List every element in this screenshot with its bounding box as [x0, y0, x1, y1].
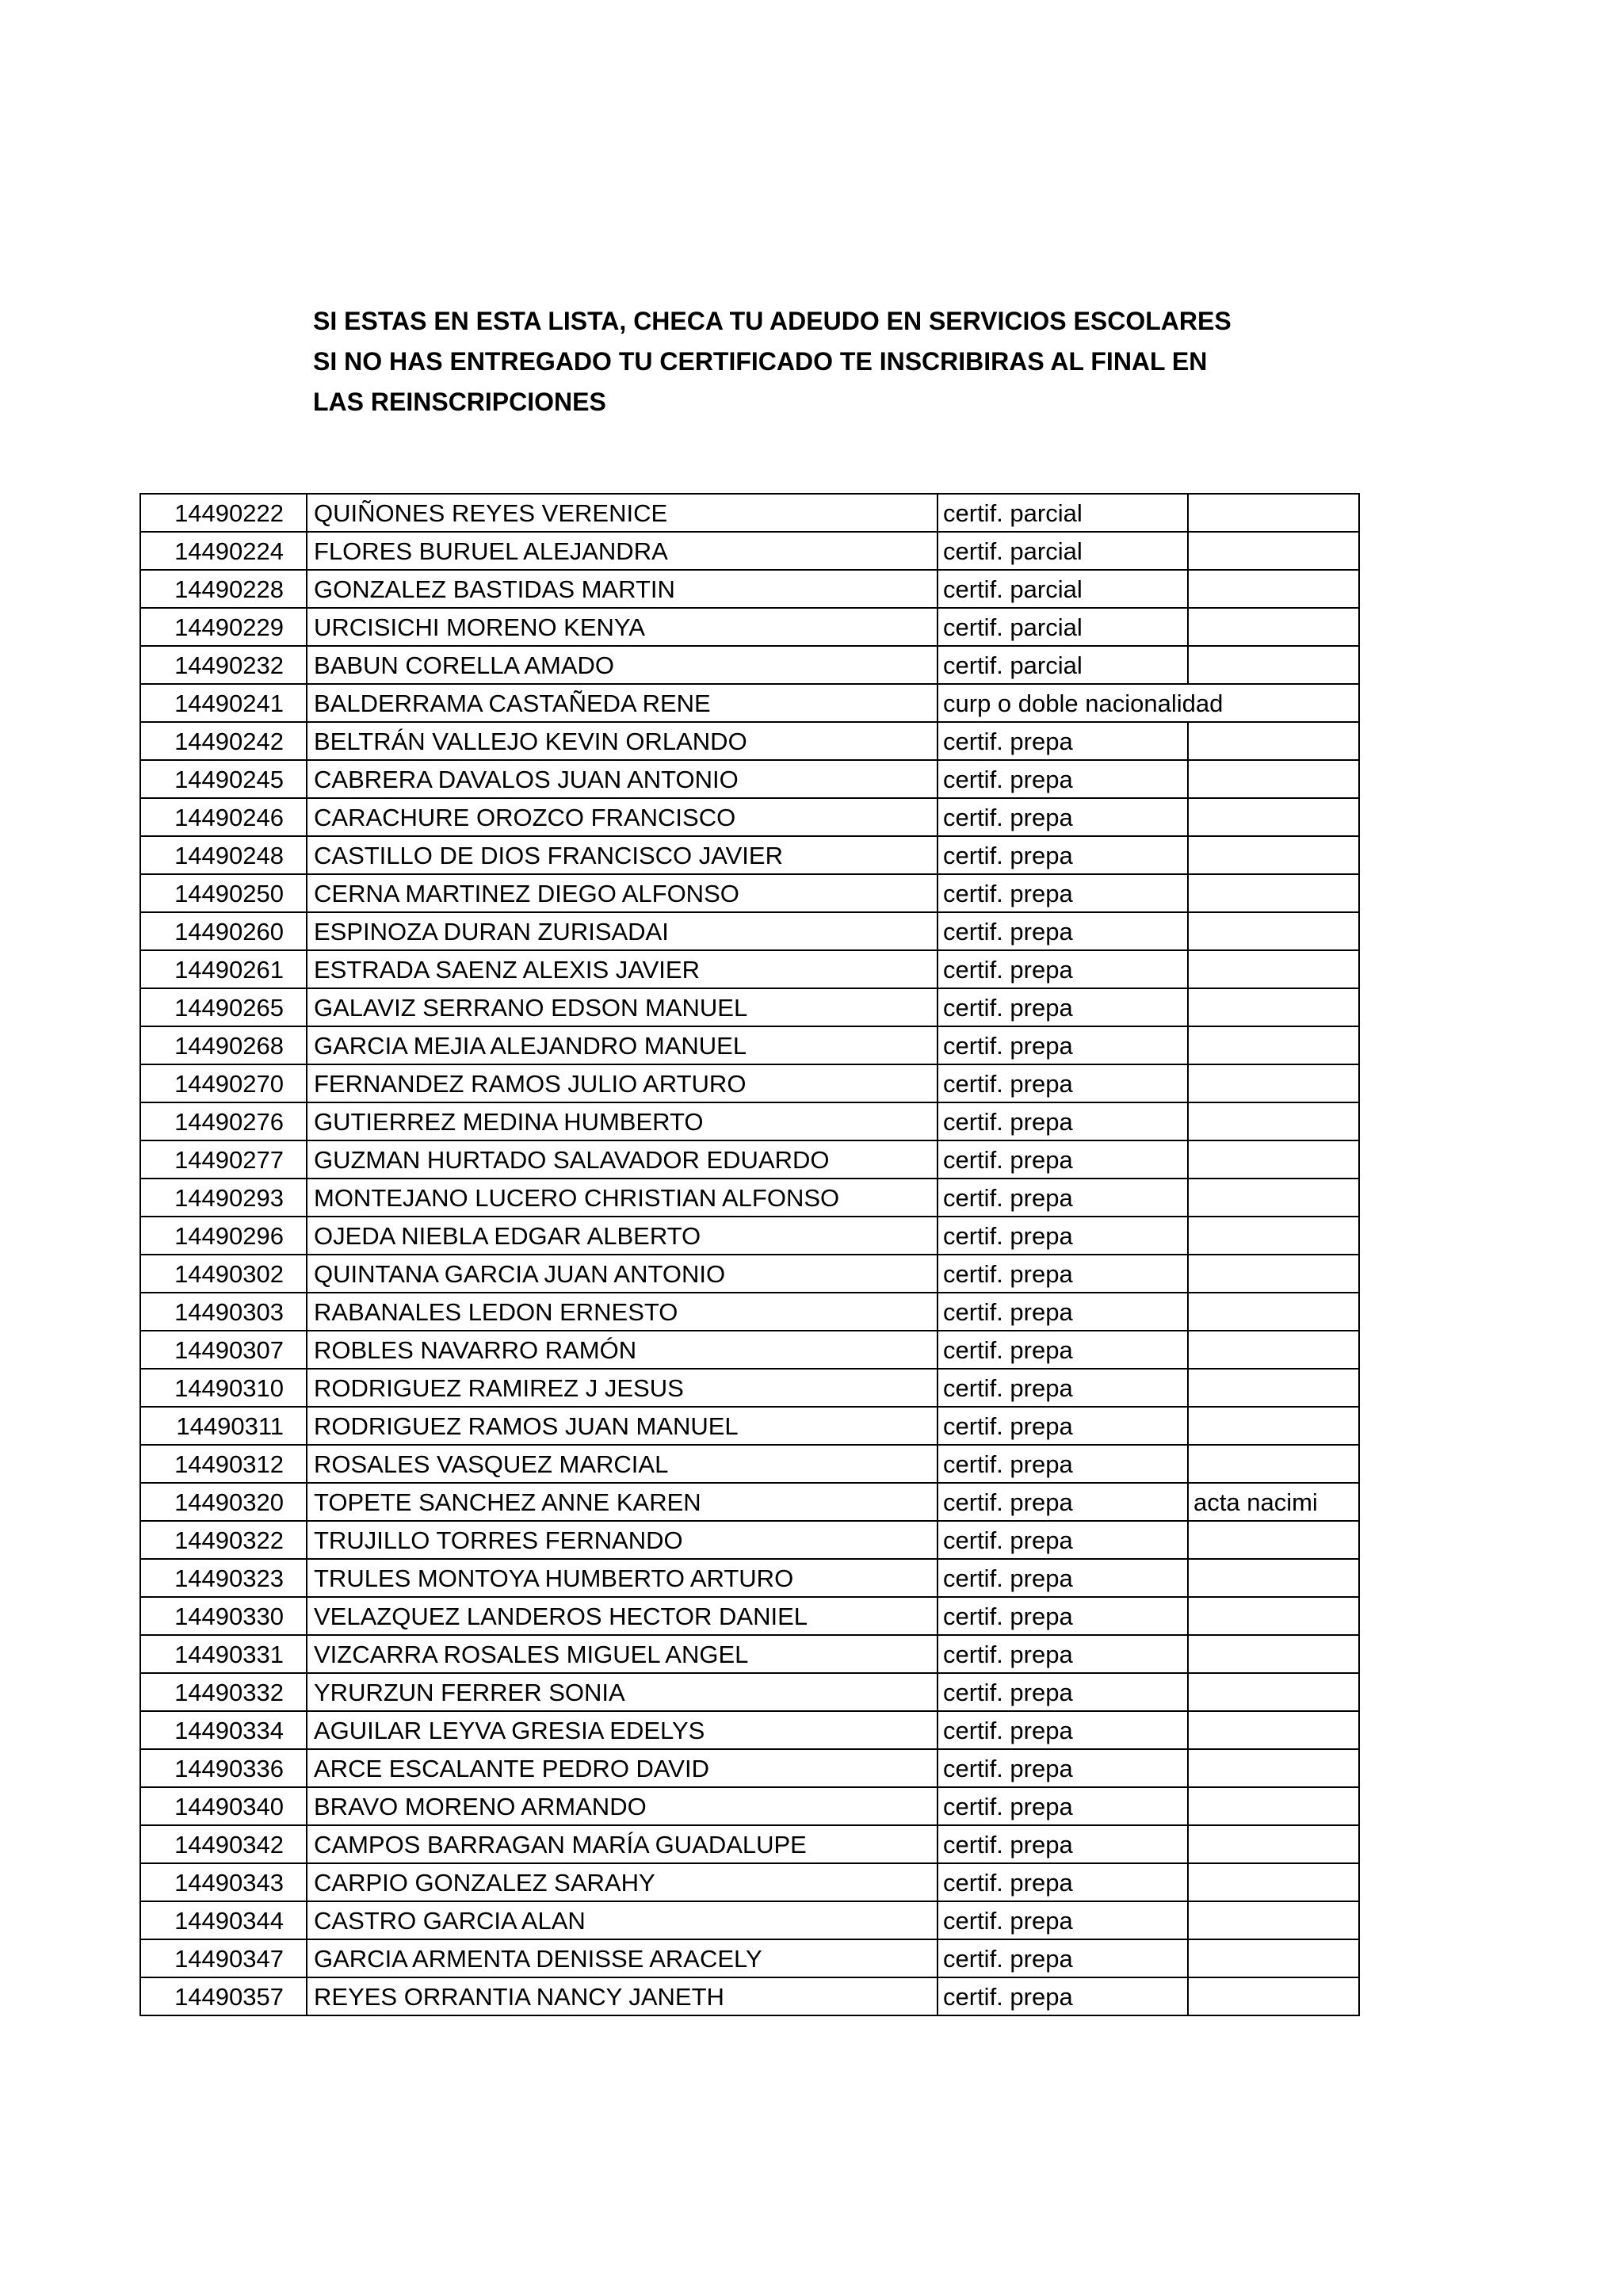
pending-document-cell: curp o doble nacionalidad	[938, 684, 1359, 722]
pending-document-cell: certif. prepa	[938, 1977, 1188, 2015]
pending-document-cell: certif. prepa	[938, 760, 1188, 798]
pending-document-cell: certif. prepa	[938, 1635, 1188, 1673]
table-row	[140, 950, 1359, 988]
additional-document-cell	[1188, 1217, 1359, 1255]
student-name-cell: RABANALES LEDON ERNESTO	[307, 1293, 938, 1331]
pending-document-cell: certif. prepa	[938, 1939, 1188, 1977]
table-row	[140, 1863, 1359, 1901]
table-row	[140, 988, 1359, 1026]
table-row	[140, 760, 1359, 798]
student-name-cell: YRURZUN FERRER SONIA	[307, 1673, 938, 1711]
additional-document-cell	[1188, 1901, 1359, 1939]
pending-document-cell: certif. prepa	[938, 1749, 1188, 1787]
additional-document-cell: acta nacimi	[1188, 1483, 1359, 1521]
table-row	[140, 646, 1359, 684]
student-name-cell: VELAZQUEZ LANDEROS HECTOR DANIEL	[307, 1597, 938, 1635]
student-id-cell: 14490228	[140, 570, 307, 608]
pending-document-cell: certif. prepa	[938, 1711, 1188, 1749]
table-row	[140, 1825, 1359, 1863]
table-row	[140, 1064, 1359, 1102]
student-name-cell: GARCIA MEJIA ALEJANDRO MANUEL	[307, 1026, 938, 1064]
student-id-cell: 14490268	[140, 1026, 307, 1064]
pending-document-cell: certif. parcial	[938, 494, 1188, 532]
student-id-cell: 14490334	[140, 1711, 307, 1749]
table-row	[140, 1673, 1359, 1711]
pending-document-cell: certif. prepa	[938, 836, 1188, 874]
student-name-cell: CASTRO GARCIA ALAN	[307, 1901, 938, 1939]
pending-document-cell: certif. prepa	[938, 1140, 1188, 1179]
table-row	[140, 1179, 1359, 1217]
student-name-cell: CARPIO GONZALEZ SARAHY	[307, 1863, 938, 1901]
pending-document-cell: certif. prepa	[938, 1064, 1188, 1102]
student-id-cell: 14490241	[140, 684, 307, 722]
student-id-cell: 14490246	[140, 798, 307, 836]
notice-line-3: LAS REINSCRIPCIONES	[313, 388, 606, 416]
additional-document-cell	[1188, 1026, 1359, 1064]
pending-document-cell: certif. prepa	[938, 1369, 1188, 1407]
additional-document-cell	[1188, 608, 1359, 646]
student-name-cell: TRULES MONTOYA HUMBERTO ARTURO	[307, 1559, 938, 1597]
additional-document-cell	[1188, 1863, 1359, 1901]
notice-line-2: SI NO HAS ENTREGADO TU CERTIFICADO TE INSCRIBIRAS AL FINAL EN	[313, 347, 1208, 376]
table-row	[140, 1787, 1359, 1825]
additional-document-cell	[1188, 798, 1359, 836]
additional-document-cell	[1188, 1787, 1359, 1825]
additional-document-cell	[1188, 836, 1359, 874]
student-name-cell: ESTRADA SAENZ ALEXIS JAVIER	[307, 950, 938, 988]
student-name-cell: ESPINOZA DURAN ZURISADAI	[307, 912, 938, 950]
student-id-cell: 14490323	[140, 1559, 307, 1597]
student-name-cell: RODRIGUEZ RAMIREZ J JESUS	[307, 1369, 938, 1407]
student-name-cell: BALDERRAMA CASTAÑEDA RENE	[307, 684, 938, 722]
student-name-cell: FERNANDEZ RAMOS JULIO ARTURO	[307, 1064, 938, 1102]
table-row	[140, 1331, 1359, 1369]
table-row	[140, 1293, 1359, 1331]
additional-document-cell	[1188, 988, 1359, 1026]
additional-document-cell	[1188, 1179, 1359, 1217]
student-id-cell: 14490357	[140, 1977, 307, 2015]
table-row	[140, 1255, 1359, 1293]
table-row	[140, 722, 1359, 760]
table-row	[140, 1407, 1359, 1445]
additional-document-cell	[1188, 1445, 1359, 1483]
additional-document-cell	[1188, 1521, 1359, 1559]
table-row	[140, 532, 1359, 570]
student-id-cell: 14490277	[140, 1140, 307, 1179]
pending-document-cell: certif. prepa	[938, 1179, 1188, 1217]
table-row	[140, 912, 1359, 950]
pending-document-cell: certif. parcial	[938, 646, 1188, 684]
student-name-cell: GUTIERREZ MEDINA HUMBERTO	[307, 1102, 938, 1140]
additional-document-cell	[1188, 1407, 1359, 1445]
table-row	[140, 608, 1359, 646]
student-name-cell: VIZCARRA ROSALES MIGUEL ANGEL	[307, 1635, 938, 1673]
table-row	[140, 1711, 1359, 1749]
additional-document-cell	[1188, 570, 1359, 608]
pending-document-cell: certif. prepa	[938, 1026, 1188, 1064]
additional-document-cell	[1188, 950, 1359, 988]
additional-document-cell	[1188, 532, 1359, 570]
table-row	[140, 1597, 1359, 1635]
pending-document-cell: certif. parcial	[938, 532, 1188, 570]
student-name-cell: BRAVO MORENO ARMANDO	[307, 1787, 938, 1825]
additional-document-cell	[1188, 494, 1359, 532]
table-row	[140, 684, 1359, 722]
student-id-cell: 14490245	[140, 760, 307, 798]
student-id-cell: 14490322	[140, 1521, 307, 1559]
table-row	[140, 1939, 1359, 1977]
pending-document-cell: certif. prepa	[938, 950, 1188, 988]
additional-document-cell	[1188, 646, 1359, 684]
student-id-cell: 14490320	[140, 1483, 307, 1521]
student-name-cell: CARACHURE OROZCO FRANCISCO	[307, 798, 938, 836]
pending-document-cell: certif. prepa	[938, 1787, 1188, 1825]
pending-document-cell: certif. prepa	[938, 1255, 1188, 1293]
additional-document-cell	[1188, 1749, 1359, 1787]
pending-document-cell: certif. prepa	[938, 1445, 1188, 1483]
table-row	[140, 1483, 1359, 1521]
student-id-cell: 14490265	[140, 988, 307, 1026]
student-id-cell: 14490343	[140, 1863, 307, 1901]
student-name-cell: OJEDA NIEBLA EDGAR ALBERTO	[307, 1217, 938, 1255]
additional-document-cell	[1188, 1102, 1359, 1140]
student-id-cell: 14490307	[140, 1331, 307, 1369]
student-name-cell: BELTRÁN VALLEJO KEVIN ORLANDO	[307, 722, 938, 760]
student-id-cell: 14490331	[140, 1635, 307, 1673]
additional-document-cell	[1188, 1369, 1359, 1407]
table-row	[140, 1445, 1359, 1483]
student-id-cell: 14490336	[140, 1749, 307, 1787]
table-row	[140, 1977, 1359, 2015]
table-row	[140, 836, 1359, 874]
additional-document-cell	[1188, 722, 1359, 760]
student-id-cell: 14490232	[140, 646, 307, 684]
student-name-cell: TOPETE SANCHEZ ANNE KAREN	[307, 1483, 938, 1521]
additional-document-cell	[1188, 1711, 1359, 1749]
student-id-cell: 14490224	[140, 532, 307, 570]
pending-document-cell: certif. prepa	[938, 722, 1188, 760]
student-id-cell: 14490347	[140, 1939, 307, 1977]
student-name-cell: GONZALEZ BASTIDAS MARTIN	[307, 570, 938, 608]
pending-document-cell: certif. prepa	[938, 1901, 1188, 1939]
pending-document-cell: certif. prepa	[938, 1597, 1188, 1635]
student-id-cell: 14490293	[140, 1179, 307, 1217]
additional-document-cell	[1188, 1673, 1359, 1711]
additional-document-cell	[1188, 874, 1359, 912]
table-row	[140, 798, 1359, 836]
student-id-cell: 14490303	[140, 1293, 307, 1331]
student-name-cell: CABRERA DAVALOS JUAN ANTONIO	[307, 760, 938, 798]
student-id-cell: 14490276	[140, 1102, 307, 1140]
student-name-cell: GUZMAN HURTADO SALAVADOR EDUARDO	[307, 1140, 938, 1179]
additional-document-cell	[1188, 1140, 1359, 1179]
student-id-cell: 14490242	[140, 722, 307, 760]
student-name-cell: CERNA MARTINEZ DIEGO ALFONSO	[307, 874, 938, 912]
pending-document-cell: certif. prepa	[938, 798, 1188, 836]
student-name-cell: TRUJILLO TORRES FERNANDO	[307, 1521, 938, 1559]
student-id-cell: 14490260	[140, 912, 307, 950]
student-name-cell: ROSALES VASQUEZ MARCIAL	[307, 1445, 938, 1483]
student-id-cell: 14490302	[140, 1255, 307, 1293]
table-row	[140, 1140, 1359, 1179]
student-name-cell: CAMPOS BARRAGAN MARÍA GUADALUPE	[307, 1825, 938, 1863]
student-id-cell: 14490270	[140, 1064, 307, 1102]
student-name-cell: QUIÑONES REYES VERENICE	[307, 494, 938, 532]
additional-document-cell	[1188, 1825, 1359, 1863]
student-id-cell: 14490344	[140, 1901, 307, 1939]
pending-document-cell: certif. prepa	[938, 1559, 1188, 1597]
notice-line-1: SI ESTAS EN ESTA LISTA, CHECA TU ADEUDO EN SERVICIOS ESCOLARES	[313, 307, 1232, 335]
additional-document-cell	[1188, 1977, 1359, 2015]
pending-document-cell: certif. prepa	[938, 1863, 1188, 1901]
pending-document-cell: certif. prepa	[938, 874, 1188, 912]
student-id-cell: 14490222	[140, 494, 307, 532]
student-id-cell: 14490250	[140, 874, 307, 912]
student-id-cell: 14490330	[140, 1597, 307, 1635]
table-row	[140, 1102, 1359, 1140]
student-name-cell: ROBLES NAVARRO RAMÓN	[307, 1331, 938, 1369]
student-id-cell: 14490332	[140, 1673, 307, 1711]
student-id-cell: 14490248	[140, 836, 307, 874]
student-id-cell: 14490311	[140, 1407, 307, 1445]
notice-heading	[313, 301, 1423, 422]
table-row	[140, 1026, 1359, 1064]
student-id-cell: 14490261	[140, 950, 307, 988]
additional-document-cell	[1188, 760, 1359, 798]
pending-document-cell: certif. prepa	[938, 1102, 1188, 1140]
pending-document-cell: certif. prepa	[938, 1825, 1188, 1863]
pending-document-cell: certif. prepa	[938, 1407, 1188, 1445]
pending-document-cell: certif. prepa	[938, 1521, 1188, 1559]
table-row	[140, 1749, 1359, 1787]
student-name-cell: ARCE ESCALANTE PEDRO DAVID	[307, 1749, 938, 1787]
pending-document-cell: certif. prepa	[938, 1331, 1188, 1369]
student-id-cell: 14490312	[140, 1445, 307, 1483]
student-id-cell: 14490342	[140, 1825, 307, 1863]
student-pending-documents-table	[139, 493, 1360, 2016]
pending-document-cell: certif. parcial	[938, 608, 1188, 646]
student-id-cell: 14490310	[140, 1369, 307, 1407]
student-name-cell: MONTEJANO LUCERO CHRISTIAN ALFONSO	[307, 1179, 938, 1217]
student-id-cell: 14490229	[140, 608, 307, 646]
additional-document-cell	[1188, 1064, 1359, 1102]
table-row	[140, 874, 1359, 912]
student-name-cell: FLORES BURUEL ALEJANDRA	[307, 532, 938, 570]
additional-document-cell	[1188, 1559, 1359, 1597]
additional-document-cell	[1188, 1255, 1359, 1293]
table-row	[140, 1369, 1359, 1407]
additional-document-cell	[1188, 912, 1359, 950]
table-row	[140, 494, 1359, 532]
table-row	[140, 1635, 1359, 1673]
pending-document-cell: certif. parcial	[938, 570, 1188, 608]
table-row	[140, 1559, 1359, 1597]
additional-document-cell	[1188, 1635, 1359, 1673]
additional-document-cell	[1188, 1293, 1359, 1331]
pending-document-cell: certif. prepa	[938, 1483, 1188, 1521]
student-name-cell: CASTILLO DE DIOS FRANCISCO JAVIER	[307, 836, 938, 874]
pending-document-cell: certif. prepa	[938, 1673, 1188, 1711]
student-id-cell: 14490340	[140, 1787, 307, 1825]
student-id-cell: 14490296	[140, 1217, 307, 1255]
table-row	[140, 1901, 1359, 1939]
student-name-cell: URCISICHI MORENO KENYA	[307, 608, 938, 646]
student-name-cell: BABUN CORELLA AMADO	[307, 646, 938, 684]
student-name-cell: RODRIGUEZ RAMOS JUAN MANUEL	[307, 1407, 938, 1445]
student-name-cell: GALAVIZ SERRANO EDSON MANUEL	[307, 988, 938, 1026]
pending-document-cell: certif. prepa	[938, 988, 1188, 1026]
additional-document-cell	[1188, 1597, 1359, 1635]
student-name-cell: REYES ORRANTIA NANCY JANETH	[307, 1977, 938, 2015]
student-name-cell: AGUILAR LEYVA GRESIA EDELYS	[307, 1711, 938, 1749]
student-name-cell: GARCIA ARMENTA DENISSE ARACELY	[307, 1939, 938, 1977]
pending-document-cell: certif. prepa	[938, 912, 1188, 950]
pending-document-cell: certif. prepa	[938, 1293, 1188, 1331]
student-name-cell: QUINTANA GARCIA JUAN ANTONIO	[307, 1255, 938, 1293]
table-row	[140, 570, 1359, 608]
table-row	[140, 1521, 1359, 1559]
table-body	[140, 494, 1359, 2015]
table-row	[140, 1217, 1359, 1255]
additional-document-cell	[1188, 1331, 1359, 1369]
pending-document-cell: certif. prepa	[938, 1217, 1188, 1255]
additional-document-cell	[1188, 1939, 1359, 1977]
